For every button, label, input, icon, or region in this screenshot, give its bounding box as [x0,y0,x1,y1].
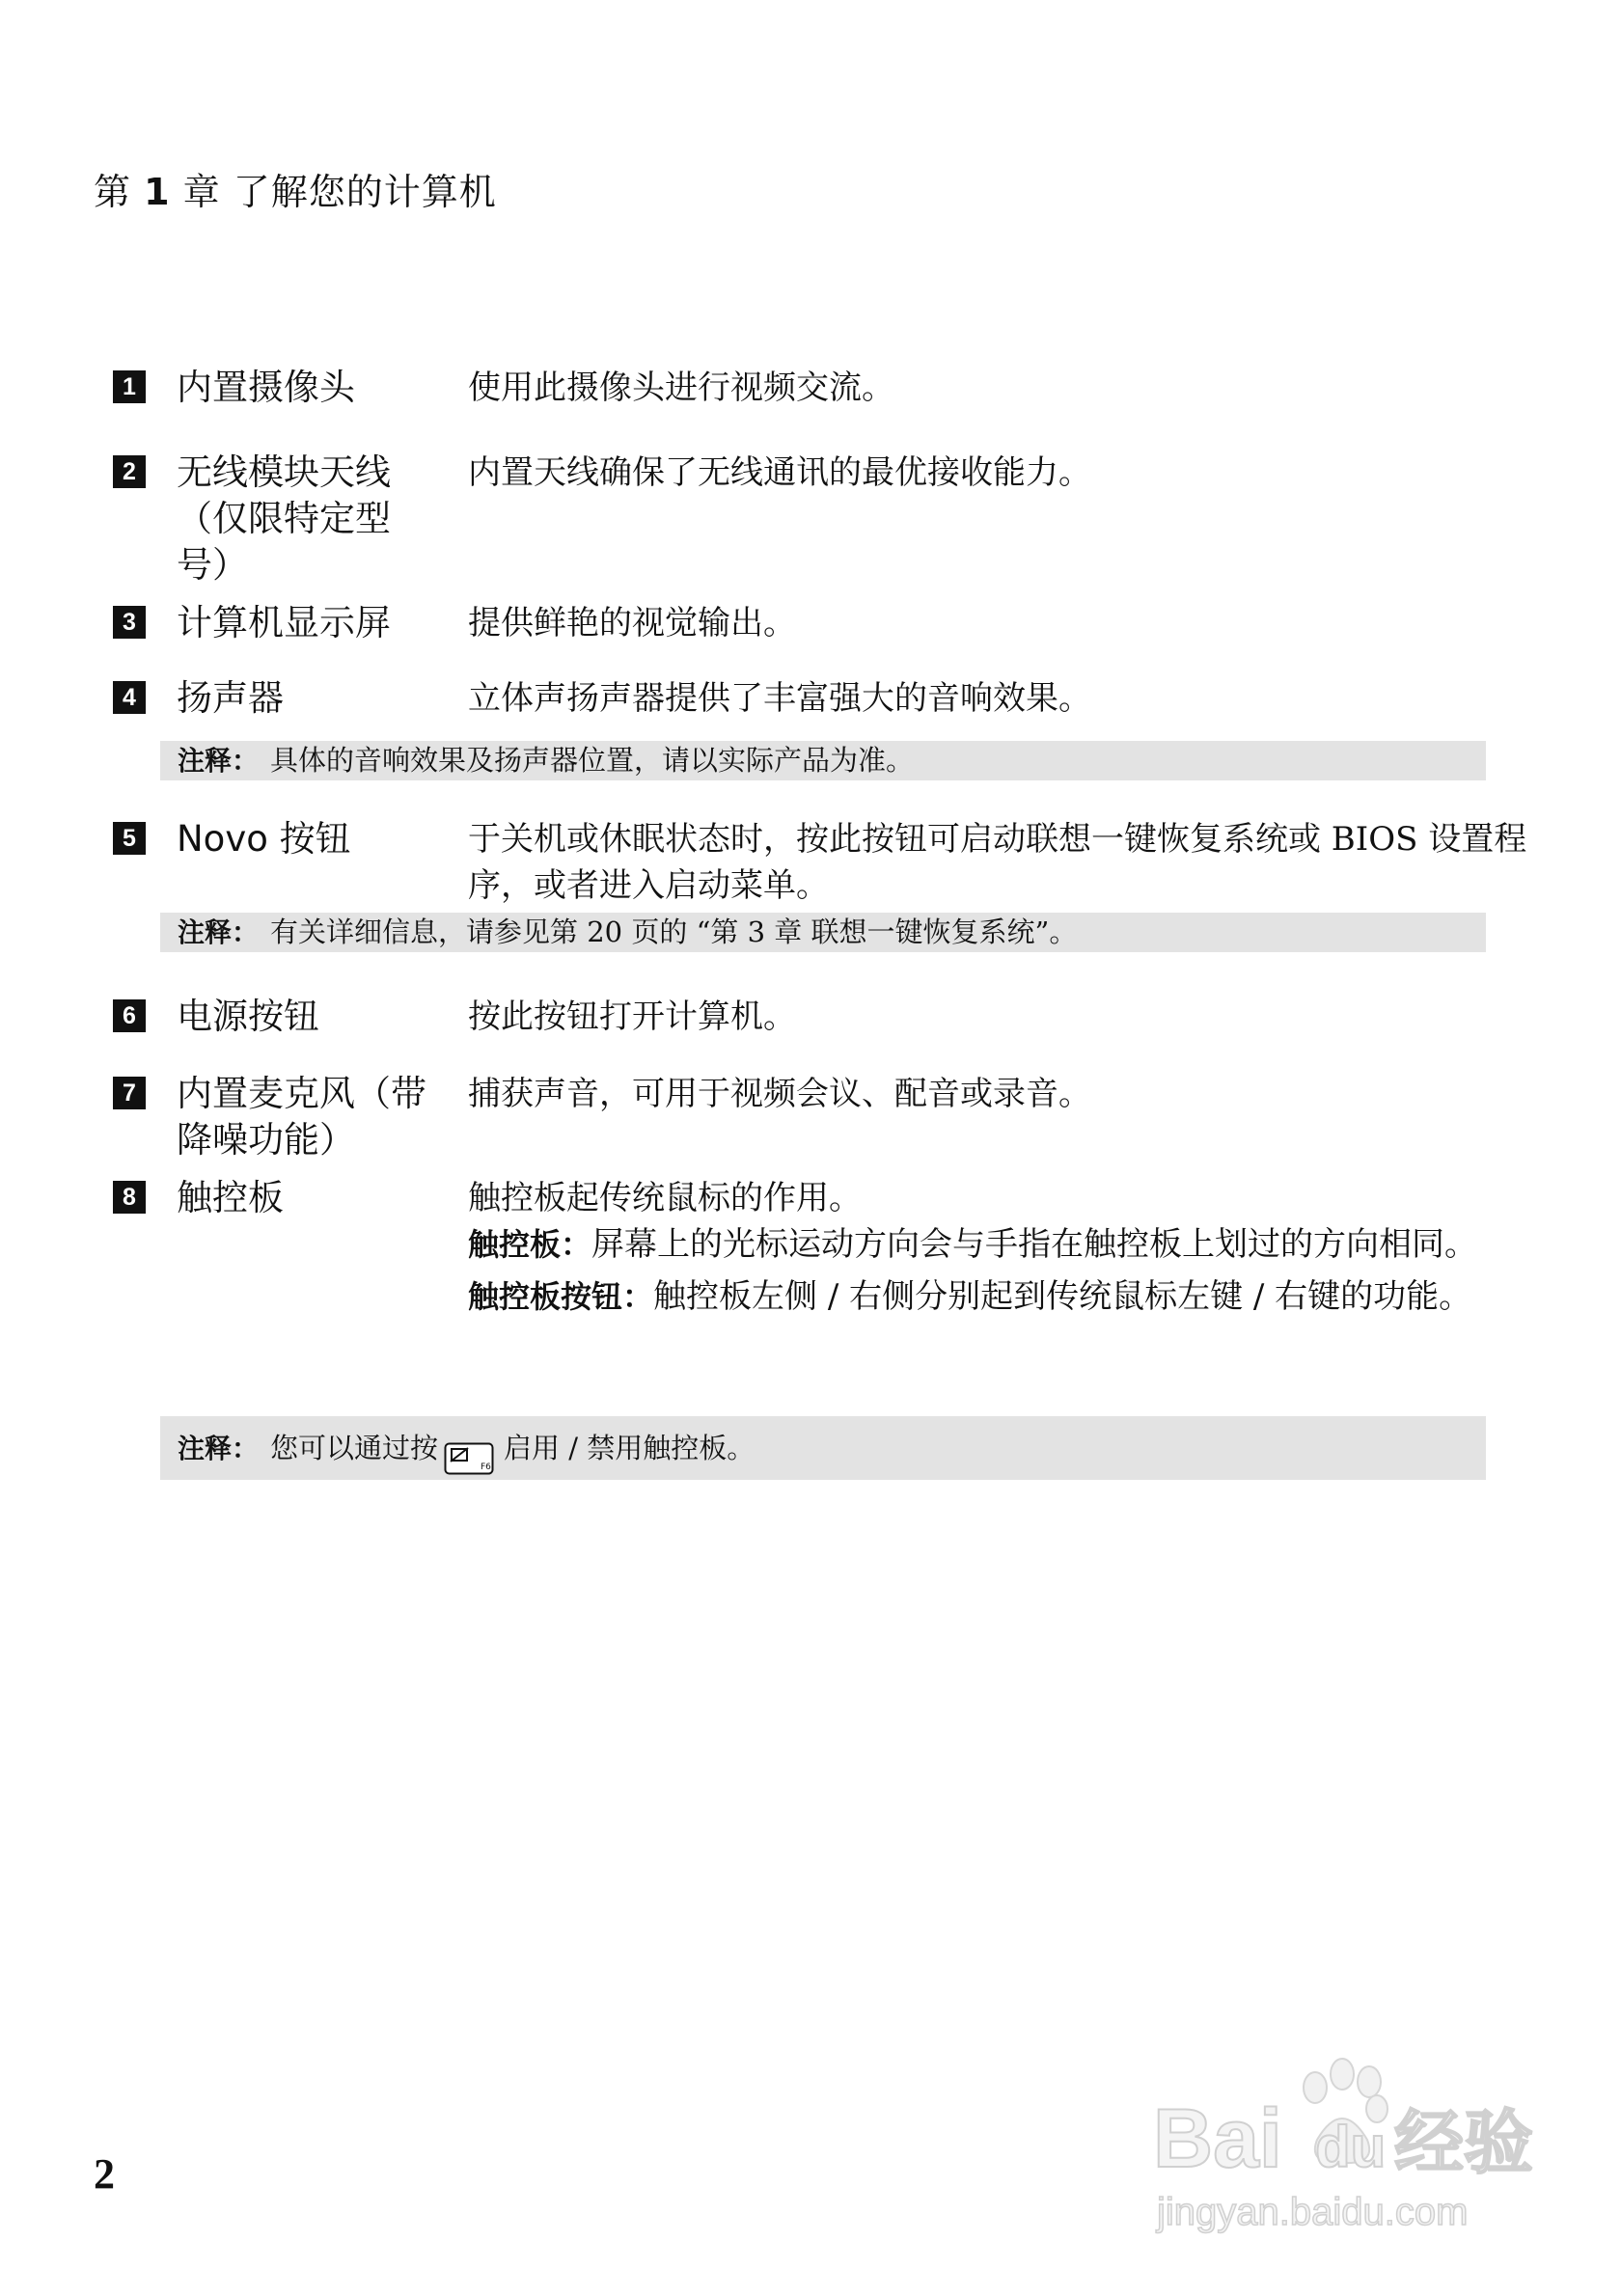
touchpad-toggle-key-icon [444,1434,494,1472]
item-description: 使用此摄像头进行视频交流。 [468,369,894,407]
item-description: 捕获声音，可用于视频会议、配音或录音。 [468,1075,1091,1113]
subitem-lead: 触控板按钮： [468,1278,654,1315]
note-label: 注释： [178,1433,260,1464]
note-label: 注释： [178,916,260,948]
subitem-text: 屏幕上的光标运动方向会与手指在触控板上划过的方向相同。 [591,1225,1478,1264]
note-box [160,1416,1486,1480]
item-number-badge: 7 [113,1077,146,1109]
item-number-badge: 8 [113,1181,146,1214]
key-label: F6 [481,1462,491,1472]
item-description [468,1175,1587,1320]
item-term: 计算机显示屏 [177,602,391,643]
svg-text:经验: 经验 [1394,2102,1534,2183]
note-text: 有关详细信息，请参见第 20 页的 “第 3 章 联想一键恢复系统”。 [270,916,1078,948]
note-text: 您可以通过按 [270,1432,439,1464]
note-box [160,741,1486,780]
item-term: 电源按钮 [177,996,319,1037]
touchpad-button-subitem [468,1273,1587,1320]
note-text: 具体的音响效果及扬声器位置，请以实际产品为准。 [270,744,915,777]
baidu-watermark-logo [1153,2053,1558,2240]
item-description: 于关机或休眠状态时，按此按钮可启动联想一键恢复系统或 BIOS 设置程序，或者进入启动菜单。 [468,820,1527,905]
item-term: 扬声器 [177,677,284,719]
item-number-badge: 1 [113,370,146,403]
item-term: 内置麦克风（带降噪功能） [177,1073,426,1161]
page-number: 2 [94,2150,115,2198]
item-number-badge: 3 [113,606,146,639]
item-number-badge: 5 [113,822,146,855]
chapter-title: 第 1 章 了解您的计算机 [94,171,497,213]
note-text-after: 启用 / 禁用触控板。 [504,1432,756,1464]
item-description: 按此按钮打开计算机。 [468,998,796,1036]
item-number-badge: 2 [113,455,146,488]
item-term: Novo 按钮 [177,818,351,860]
item-term: 无线模块天线（仅限特定型号） [177,451,391,586]
svg-text:du: du [1315,2115,1387,2179]
item-description: 立体声扬声器提供了丰富强大的音响效果。 [468,679,1091,718]
item-description: 内置天线确保了无线通讯的最优接收能力。 [468,453,1091,492]
note-label: 注释： [178,745,260,777]
item-term: 内置摄像头 [177,367,355,408]
subitem-text: 触控板左侧 / 右侧分别起到传统鼠标左键 / 右键的功能。 [653,1277,1472,1316]
touchpad-subitem [468,1221,1587,1268]
svg-text:Bai: Bai [1153,2092,1282,2185]
item-description: 提供鲜艳的视觉输出。 [468,604,796,642]
item-term: 触控板 [177,1177,284,1218]
item-description-line: 触控板起传统鼠标的作用。 [468,1179,862,1217]
svg-text:jingyan.baidu.com: jingyan.baidu.com [1157,2191,1469,2233]
subitem-lead: 触控板： [468,1226,592,1263]
note-box [160,913,1486,952]
item-number-badge: 6 [113,999,146,1032]
item-number-badge: 4 [113,681,146,714]
